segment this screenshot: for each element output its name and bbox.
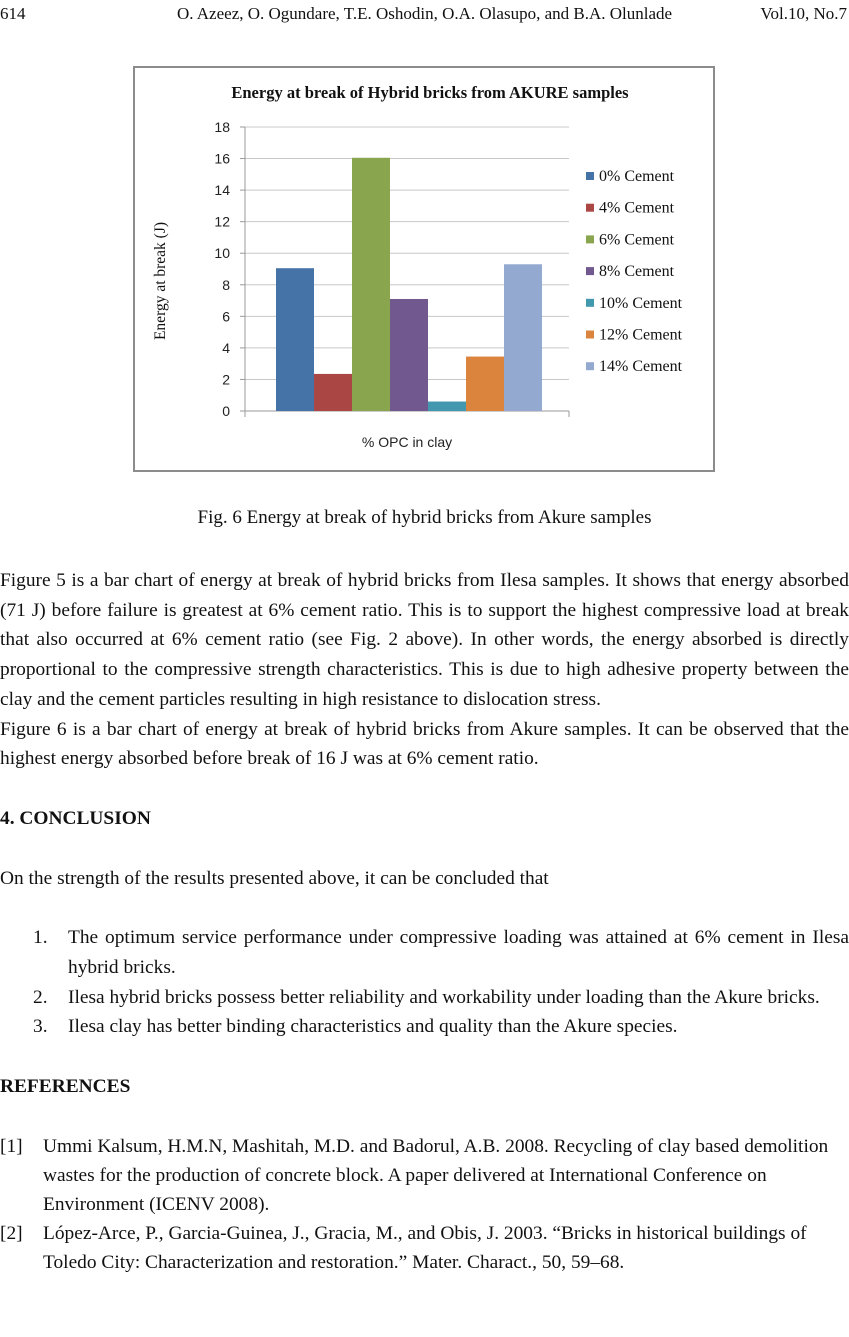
y-axis-label: Energy at break (J): [152, 221, 169, 341]
conclusion-list: [0, 923, 849, 1042]
legend-swatch: [586, 331, 594, 339]
figure-caption: Fig. 6 Energy at break of hybrid bricks from Akure samples: [197, 507, 652, 528]
legend-entry: 8% Cement: [599, 263, 675, 281]
y-tick-label: 12: [214, 213, 230, 230]
legend-entry: 10% Cement: [599, 294, 683, 312]
legend-swatch: [586, 235, 594, 243]
list-text: The optimum service performance under compressive loading was attained at 6% cement in Ilesa hybrid bricks.: [68, 927, 849, 979]
bar-chart: [135, 68, 713, 470]
running-authors: O. Azeez, O. Ogundare, T.E. Oshodin, O.A. Olasupo, and B.A. Olunlade: [176, 4, 673, 23]
x-axis-label: % OPC in clay: [361, 434, 453, 450]
conclusion-heading: 4. CONCLUSION: [0, 807, 151, 829]
reference-number: [2]: [0, 1222, 23, 1244]
page-number: 614: [0, 4, 26, 23]
legend-entry: 6% Cement: [599, 231, 675, 249]
paragraph-figure-5: Figure 5 is a bar chart of energy at break of hybrid bricks from Ilesa samples. It shows that energy absorbed (71 J) before failure is greatest at 6% cement ratio. This is to support the highest compressive load at break that also occurred at 6% cement ratio (see Fig. 2 above). In other words, the energy absorbed is directly proportional to the compressive strength characteristics. This is due to high adhesive property between the clay and the cement particles resulting in high resistance to dislocation stress.: [0, 570, 849, 710]
conclusion-intro: On the strength of the results presented above, it can be concluded that: [0, 867, 549, 889]
legend-swatch: [586, 362, 594, 370]
y-tick-label: 4: [222, 339, 230, 356]
y-tick-label: 6: [222, 308, 230, 325]
list-number: 3.: [33, 1016, 48, 1038]
reference-text: Ummi Kalsum, H.M.N, Mashitah, M.D. and Badorul, A.B. 2008. Recycling of clay based demolition wastes for the production of concrete block. A paper delivered at International Conference on Environment (ICENV 2008).: [43, 1135, 829, 1215]
bar-6-cement: [352, 158, 390, 411]
chart-title: Energy at break of Hybrid bricks from AKURE samples: [231, 83, 629, 102]
references-heading: REFERENCES: [0, 1076, 131, 1098]
y-tick-label: 0: [222, 403, 230, 419]
legend-entry: 12% Cement: [599, 326, 683, 344]
y-tick-label: 18: [214, 119, 230, 135]
main-text: [0, 566, 849, 1277]
y-tick-label: 10: [214, 245, 230, 262]
list-item: [0, 983, 849, 1013]
list-item: [0, 923, 849, 982]
chart-figure: [133, 66, 715, 472]
reference-text: López-Arce, P., Garcia-Guinea, J., Gracia, M., and Obis, J. 2003. “Bricks in historical buildings of Toledo City: Characterization and restoration.” Mater. Charact., 50, 59–68.: [43, 1222, 807, 1273]
reference-item: [0, 1132, 849, 1219]
bar-8-cement: [390, 299, 428, 411]
y-tick-label: 16: [214, 150, 230, 167]
reference-list: [0, 1132, 849, 1277]
legend-entry: 0% Cement: [599, 168, 675, 185]
bar-10-cement: [428, 402, 466, 411]
list-number: 1.: [33, 927, 48, 949]
bar-0-cement: [276, 268, 314, 411]
list-item: [0, 1012, 849, 1042]
bar-12-cement: [466, 357, 504, 411]
reference-number: [1]: [0, 1135, 23, 1157]
y-tick-label: 2: [222, 371, 230, 388]
volume-info: Vol.10, No.7: [760, 4, 847, 23]
legend-swatch: [586, 267, 594, 275]
bar-4-cement: [314, 374, 352, 411]
legend-swatch: [586, 204, 594, 212]
list-number: 2.: [33, 986, 48, 1008]
bar-14-cement: [504, 264, 542, 411]
legend-swatch: [586, 299, 594, 307]
legend-entry: 14% Cement: [599, 358, 683, 376]
list-text: Ilesa clay has better binding characteristics and quality than the Akure species.: [68, 1016, 678, 1038]
list-text: Ilesa hybrid bricks possess better reliability and workability under loading than the Akure bricks.: [68, 986, 820, 1008]
y-tick-label: 8: [222, 276, 230, 293]
legend-swatch: [586, 172, 594, 180]
page-header: [0, 0, 849, 30]
legend-entry: 4% Cement: [599, 199, 675, 217]
reference-item: [0, 1219, 849, 1277]
paragraph-figure-6: Figure 6 is a bar chart of energy at break of hybrid bricks from Akure samples. It can be observed that the highest energy absorbed before break of 16 J was at 6% cement ratio.: [0, 718, 849, 770]
y-tick-label: 14: [214, 182, 230, 199]
